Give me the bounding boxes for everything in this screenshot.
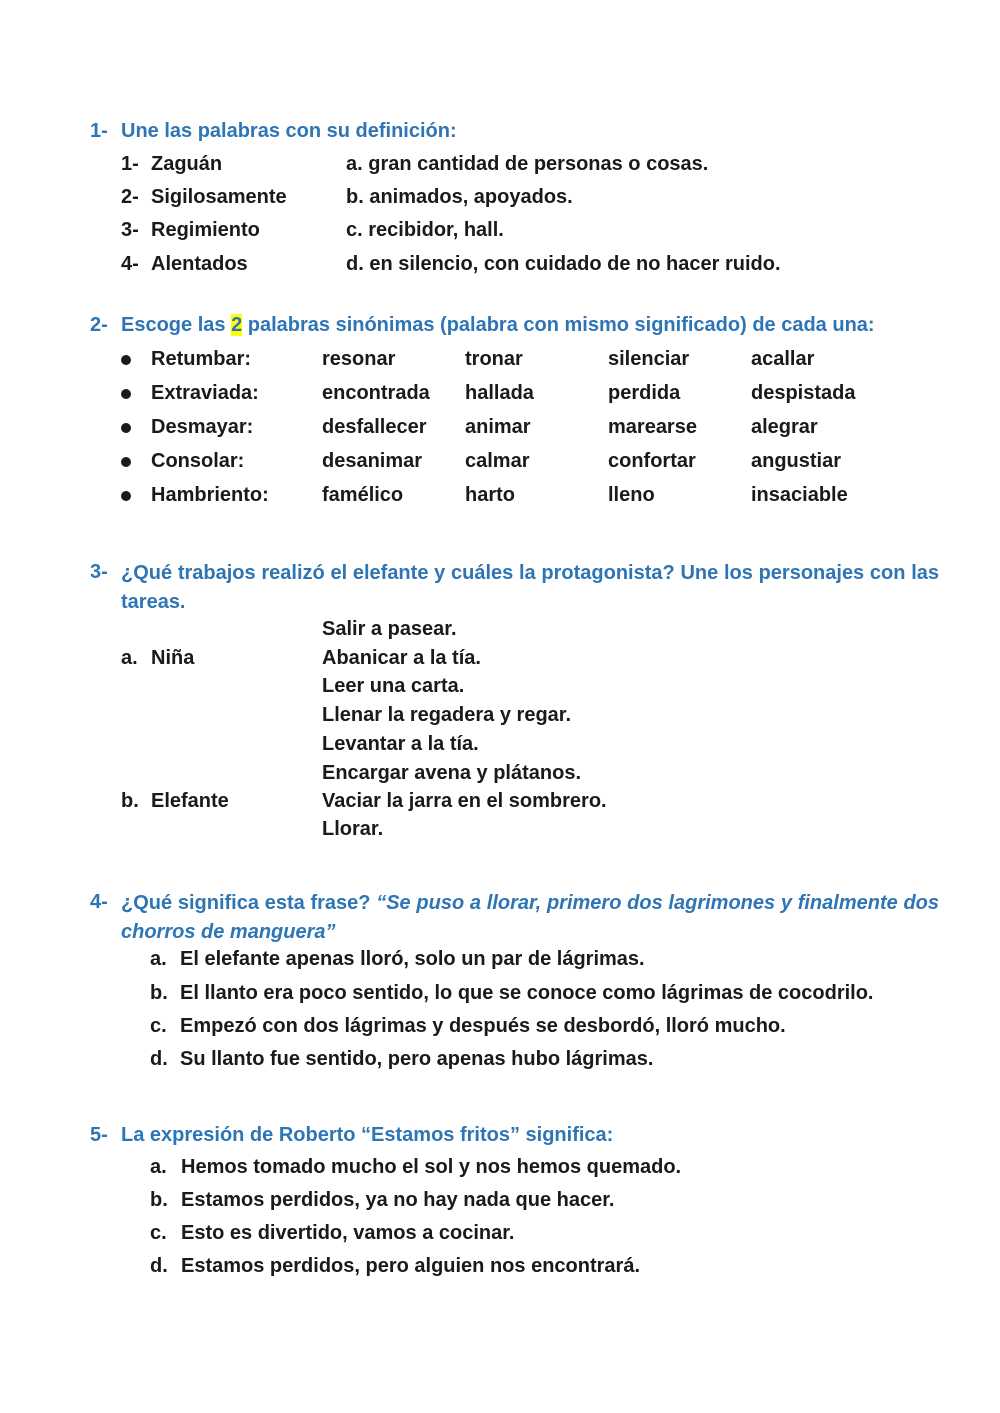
q4-option[interactable]: Empezó con dos lágrimas y después se desbordó, lloró mucho. xyxy=(180,1015,786,1037)
q5-prompt: La expresión de Roberto “Estamos fritos” significa: xyxy=(121,1124,614,1146)
q4-option-letter: a. xyxy=(150,948,167,970)
q2-word: Hambriento: xyxy=(151,484,269,506)
q1-item-word: Sigilosamente xyxy=(151,186,287,208)
q2-highlight: 2 xyxy=(231,314,243,336)
q3-character-letter: a. xyxy=(121,647,138,669)
q2-option[interactable]: despistada xyxy=(751,382,856,404)
bullet-icon xyxy=(121,389,131,399)
q5-option-letter: a. xyxy=(150,1156,167,1178)
q1-item-definition: d. en silencio, con cuidado de no hacer ruido. xyxy=(346,253,781,275)
bullet-icon xyxy=(121,355,131,365)
q5-option[interactable]: Estamos perdidos, ya no hay nada que hacer. xyxy=(181,1189,615,1211)
q2-prompt-pre: Escoge las xyxy=(121,314,232,336)
q2-option[interactable]: resonar xyxy=(322,348,396,370)
q2-option[interactable]: encontrada xyxy=(322,382,430,404)
q2-option[interactable]: animar xyxy=(465,416,531,438)
q1-item-num: 1- xyxy=(121,153,139,175)
q5-option-letter: b. xyxy=(150,1189,168,1211)
q3-number: 3- xyxy=(90,561,108,583)
q2-option[interactable]: marearse xyxy=(608,416,697,438)
q2-prompt xyxy=(121,314,875,337)
q1-item-num: 4- xyxy=(121,253,139,275)
q2-option[interactable]: insaciable xyxy=(751,484,848,506)
q1-item-word: Zaguán xyxy=(151,153,223,175)
q4-option-letter: b. xyxy=(150,982,168,1004)
q2-option[interactable]: tronar xyxy=(465,348,523,370)
q1-item-definition: a. gran cantidad de personas o cosas. xyxy=(346,153,709,175)
q4-option[interactable]: El llanto era poco sentido, lo que se conoce como lágrimas de cocodrilo. xyxy=(180,982,874,1004)
q3-task[interactable]: Llenar la regadera y regar. xyxy=(322,704,572,726)
q4-quote: “Se puso a llorar, primero dos lagrimones y finalmente dos chorros de manguera” xyxy=(121,892,940,943)
q3-character-name[interactable]: Elefante xyxy=(151,790,229,812)
bullet-icon xyxy=(121,491,131,501)
q2-option[interactable]: confortar xyxy=(608,450,696,472)
q1-item-word: Alentados xyxy=(151,253,248,275)
q5-number: 5- xyxy=(90,1124,108,1146)
q3-task[interactable]: Abanicar a la tía. xyxy=(322,647,481,669)
q4-prompt-text: ¿Qué significa esta frase? xyxy=(121,892,377,914)
q2-option[interactable]: lleno xyxy=(608,484,655,506)
q5-option[interactable]: Estamos perdidos, pero alguien nos encontrará. xyxy=(181,1255,640,1277)
q3-task[interactable]: Encargar avena y plátanos. xyxy=(322,762,582,784)
q3-character-letter: b. xyxy=(121,790,139,812)
q2-word: Extraviada: xyxy=(151,382,259,404)
q5-option[interactable]: Esto es divertido, vamos a cocinar. xyxy=(181,1222,515,1244)
q2-option[interactable]: harto xyxy=(465,484,515,506)
q4-option-letter: c. xyxy=(150,1015,167,1037)
q2-option[interactable]: silenciar xyxy=(608,348,690,370)
q2-number: 2- xyxy=(90,314,108,336)
q2-option[interactable]: desanimar xyxy=(322,450,423,472)
q1-item-num: 3- xyxy=(121,219,139,241)
q3-task[interactable]: Llorar. xyxy=(322,818,384,840)
q1-prompt: Une las palabras con su definición: xyxy=(121,120,457,142)
q4-number: 4- xyxy=(90,891,108,913)
q3-task[interactable]: Salir a pasear. xyxy=(322,618,457,640)
q2-option[interactable]: perdida xyxy=(608,382,681,404)
q3-prompt: ¿Qué trabajos realizó el elefante y cuáles la protagonista? Une los personajes con las tareas. xyxy=(121,562,939,613)
q5-option-letter: c. xyxy=(150,1222,167,1244)
q2-prompt-post: palabras sinónimas (palabra con mismo significado) de cada una: xyxy=(242,314,875,336)
q1-item-definition: c. recibidor, hall. xyxy=(346,219,504,241)
q3-character-name[interactable]: Niña xyxy=(151,647,195,669)
q3-task[interactable]: Levantar a la tía. xyxy=(322,733,479,755)
q2-word: Consolar: xyxy=(151,450,245,472)
q2-word: Desmayar: xyxy=(151,416,254,438)
q4-prompt xyxy=(121,889,939,947)
q2-option[interactable]: calmar xyxy=(465,450,530,472)
q2-option[interactable]: alegrar xyxy=(751,416,818,438)
q1-number: 1- xyxy=(90,120,108,142)
q3-task[interactable]: Vaciar la jarra en el sombrero. xyxy=(322,790,607,812)
q4-option-letter: d. xyxy=(150,1048,168,1070)
q5-option-letter: d. xyxy=(150,1255,168,1277)
q4-option[interactable]: El elefante apenas lloró, solo un par de lágrimas. xyxy=(180,948,645,970)
bullet-icon xyxy=(121,423,131,433)
q1-item-definition: b. animados, apoyados. xyxy=(346,186,573,208)
q5-option[interactable]: Hemos tomado mucho el sol y nos hemos quemado. xyxy=(181,1156,682,1178)
q2-option[interactable]: desfallecer xyxy=(322,416,427,438)
q4-option[interactable]: Su llanto fue sentido, pero apenas hubo lágrimas. xyxy=(180,1048,654,1070)
bullet-icon xyxy=(121,457,131,467)
q2-option[interactable]: angustiar xyxy=(751,450,842,472)
q3-task[interactable]: Leer una carta. xyxy=(322,675,465,697)
q2-option[interactable]: acallar xyxy=(751,348,815,370)
q1-item-num: 2- xyxy=(121,186,139,208)
q2-word: Retumbar: xyxy=(151,348,252,370)
q2-option[interactable]: hallada xyxy=(465,382,534,404)
q1-item-word: Regimiento xyxy=(151,219,260,241)
q2-option[interactable]: famélico xyxy=(322,484,404,506)
